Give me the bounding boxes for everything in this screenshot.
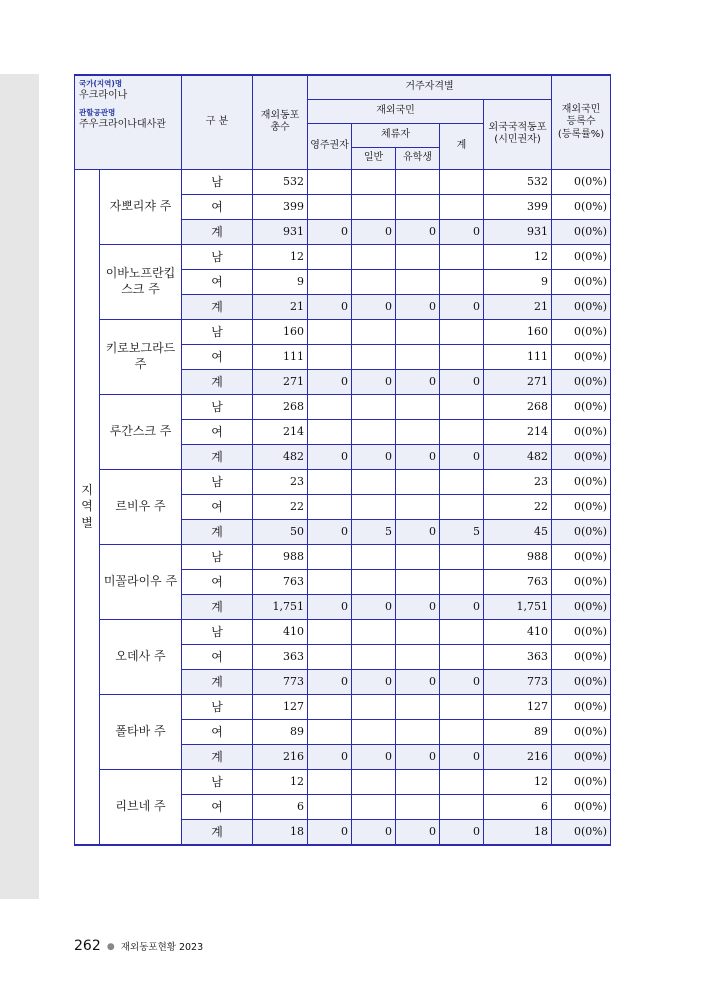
total-cell: 931 <box>253 219 308 244</box>
total-cell: 22 <box>253 494 308 519</box>
book-title: 재외동포현황 2023 <box>120 942 204 953</box>
gen-cell <box>352 344 396 369</box>
sex-cell: 남 <box>182 469 253 494</box>
total-cell: 23 <box>253 469 308 494</box>
perm-cell <box>308 544 352 569</box>
perm-cell <box>308 569 352 594</box>
total-cell: 763 <box>253 569 308 594</box>
gen-cell <box>352 394 396 419</box>
region-name: 리브네 주 <box>100 769 182 845</box>
sex-cell: 계 <box>182 819 253 845</box>
residence-status-header: 거주자격별 <box>308 75 552 99</box>
gen-cell: 0 <box>352 369 396 394</box>
sex-cell: 남 <box>182 169 253 194</box>
region-name: 키로보그라드 주 <box>100 319 182 394</box>
gen-cell <box>352 619 396 644</box>
perm-cell <box>308 469 352 494</box>
gen-cell <box>352 544 396 569</box>
gen-cell <box>352 794 396 819</box>
student-header: 유학생 <box>396 147 440 169</box>
total-cell: 21 <box>253 294 308 319</box>
country-label: 국가(지역)명 <box>79 79 123 88</box>
perm-cell <box>308 319 352 344</box>
region-name: 미꼴라이우 주 <box>100 544 182 619</box>
sojourner-header: 체류자 <box>352 123 440 147</box>
total-cell: 127 <box>253 694 308 719</box>
reg-cell: 0(0%) <box>552 519 611 544</box>
reg-cell: 0(0%) <box>552 769 611 794</box>
stu-cell <box>396 694 440 719</box>
sex-cell: 여 <box>182 344 253 369</box>
reg-cell: 0(0%) <box>552 219 611 244</box>
country-info-cell <box>75 75 182 169</box>
gen-cell <box>352 569 396 594</box>
region-name: 루간스크 주 <box>100 394 182 469</box>
sub-cell <box>440 619 484 644</box>
sex-cell: 남 <box>182 619 253 644</box>
sub-cell <box>440 644 484 669</box>
stu-cell <box>396 619 440 644</box>
total-cell: 532 <box>253 169 308 194</box>
foreign-cell: 268 <box>484 394 552 419</box>
reg-cell: 0(0%) <box>552 544 611 569</box>
sub-cell <box>440 419 484 444</box>
reg-cell: 0(0%) <box>552 669 611 694</box>
sex-cell: 여 <box>182 644 253 669</box>
gen-cell: 0 <box>352 669 396 694</box>
page-number: 262 <box>74 938 101 954</box>
sub-cell: 0 <box>440 594 484 619</box>
foreign-cell: 45 <box>484 519 552 544</box>
foreign-cell: 12 <box>484 769 552 794</box>
reg-cell: 0(0%) <box>552 319 611 344</box>
stu-cell: 0 <box>396 294 440 319</box>
sub-cell <box>440 719 484 744</box>
reg-cell: 0(0%) <box>552 194 611 219</box>
foreign-cell: 399 <box>484 194 552 219</box>
gen-cell <box>352 694 396 719</box>
gen-cell: 0 <box>352 444 396 469</box>
sub-cell <box>440 269 484 294</box>
gen-cell <box>352 469 396 494</box>
perm-cell: 0 <box>308 219 352 244</box>
perm-cell: 0 <box>308 369 352 394</box>
stu-cell <box>396 494 440 519</box>
sex-cell: 여 <box>182 419 253 444</box>
reg-cell: 0(0%) <box>552 794 611 819</box>
reg-cell: 0(0%) <box>552 244 611 269</box>
sex-cell: 남 <box>182 394 253 419</box>
sex-cell: 남 <box>182 244 253 269</box>
total-cell: 988 <box>253 544 308 569</box>
sex-cell: 계 <box>182 594 253 619</box>
reg-cell: 0(0%) <box>552 619 611 644</box>
gen-cell <box>352 269 396 294</box>
reg-cell: 0(0%) <box>552 494 611 519</box>
gen-cell: 0 <box>352 294 396 319</box>
sex-cell: 여 <box>182 194 253 219</box>
table-body <box>75 169 611 845</box>
sub-cell <box>440 394 484 419</box>
perm-cell <box>308 619 352 644</box>
sex-cell: 여 <box>182 569 253 594</box>
table-row <box>75 469 611 494</box>
total-cell: 216 <box>253 744 308 769</box>
foreign-cell: 23 <box>484 469 552 494</box>
foreign-cell: 763 <box>484 569 552 594</box>
perm-cell: 0 <box>308 294 352 319</box>
total-cell: 268 <box>253 394 308 419</box>
total-cell: 482 <box>253 444 308 469</box>
gen-cell <box>352 194 396 219</box>
stu-cell <box>396 419 440 444</box>
stu-cell: 0 <box>396 444 440 469</box>
foreign-cell: 532 <box>484 169 552 194</box>
table-row <box>75 694 611 719</box>
page-side-band <box>0 74 39 899</box>
foreign-cell: 988 <box>484 544 552 569</box>
total-cell: 214 <box>253 419 308 444</box>
stu-cell: 0 <box>396 819 440 845</box>
reg-cell: 0(0%) <box>552 269 611 294</box>
stu-cell <box>396 569 440 594</box>
perm-cell <box>308 644 352 669</box>
sub-cell <box>440 494 484 519</box>
gen-cell: 0 <box>352 819 396 845</box>
reg-cell: 0(0%) <box>552 719 611 744</box>
perm-cell <box>308 719 352 744</box>
stu-cell <box>396 244 440 269</box>
total-cell: 9 <box>253 269 308 294</box>
perm-cell: 0 <box>308 744 352 769</box>
stu-cell: 0 <box>396 219 440 244</box>
perm-cell <box>308 169 352 194</box>
total-cell: 160 <box>253 319 308 344</box>
reg-cell: 0(0%) <box>552 394 611 419</box>
stu-cell <box>396 269 440 294</box>
sub-cell: 0 <box>440 669 484 694</box>
perm-cell <box>308 244 352 269</box>
reg-cell: 0(0%) <box>552 569 611 594</box>
total-cell: 410 <box>253 619 308 644</box>
perm-cell <box>308 419 352 444</box>
sub-cell: 5 <box>440 519 484 544</box>
total-cell: 271 <box>253 369 308 394</box>
gen-cell <box>352 319 396 344</box>
sub-cell: 0 <box>440 819 484 845</box>
region-name: 오데사 주 <box>100 619 182 694</box>
reg-cell: 0(0%) <box>552 744 611 769</box>
foreign-cell: 363 <box>484 644 552 669</box>
general-header: 일반 <box>352 147 396 169</box>
page-footer <box>74 938 203 954</box>
total-cell: 111 <box>253 344 308 369</box>
sub-cell <box>440 769 484 794</box>
gen-cell <box>352 769 396 794</box>
side-label: 지 역 별 <box>75 169 100 845</box>
sex-cell: 계 <box>182 519 253 544</box>
table-row <box>75 619 611 644</box>
stu-cell: 0 <box>396 369 440 394</box>
stu-cell <box>396 794 440 819</box>
sex-cell: 계 <box>182 744 253 769</box>
gen-cell <box>352 419 396 444</box>
sub-cell <box>440 694 484 719</box>
gen-cell: 5 <box>352 519 396 544</box>
perm-cell: 0 <box>308 669 352 694</box>
total-cell: 12 <box>253 769 308 794</box>
gen-cell: 0 <box>352 219 396 244</box>
sex-cell: 계 <box>182 669 253 694</box>
foreign-cell: 111 <box>484 344 552 369</box>
region-name: 이바노프란킵 스크 주 <box>100 244 182 319</box>
perm-cell <box>308 769 352 794</box>
sex-cell: 남 <box>182 319 253 344</box>
sub-cell <box>440 544 484 569</box>
country-value: 우크라이나 <box>79 89 128 101</box>
nationals-header: 재외국민 <box>308 99 484 123</box>
sub-cell <box>440 319 484 344</box>
reg-cell: 0(0%) <box>552 819 611 845</box>
stu-cell: 0 <box>396 669 440 694</box>
mission-value: 주우크라이나대사관 <box>79 118 166 130</box>
sex-cell: 여 <box>182 269 253 294</box>
stu-cell: 0 <box>396 594 440 619</box>
sex-cell: 계 <box>182 219 253 244</box>
sub-cell <box>440 469 484 494</box>
perm-cell <box>308 344 352 369</box>
stu-cell <box>396 169 440 194</box>
gen-cell <box>352 494 396 519</box>
perm-cell: 0 <box>308 594 352 619</box>
stu-cell: 0 <box>396 519 440 544</box>
bullet-icon: ● <box>106 942 115 952</box>
stu-cell <box>396 544 440 569</box>
foreign-cell: 214 <box>484 419 552 444</box>
sex-cell: 여 <box>182 494 253 519</box>
foreign-cell: 21 <box>484 294 552 319</box>
sub-cell: 0 <box>440 294 484 319</box>
foreign-cell: 22 <box>484 494 552 519</box>
table-row <box>75 769 611 794</box>
stu-cell <box>396 394 440 419</box>
stu-cell <box>396 469 440 494</box>
sex-cell: 여 <box>182 794 253 819</box>
gen-cell <box>352 244 396 269</box>
perm-cell <box>308 269 352 294</box>
perm-cell <box>308 494 352 519</box>
permanent-header: 영주권자 <box>308 123 352 169</box>
foreign-cell: 12 <box>484 244 552 269</box>
foreign-cell: 1,751 <box>484 594 552 619</box>
total-cell: 12 <box>253 244 308 269</box>
reg-cell: 0(0%) <box>552 644 611 669</box>
sub-cell <box>440 194 484 219</box>
stu-cell <box>396 719 440 744</box>
foreign-cell: 410 <box>484 619 552 644</box>
sub-cell <box>440 569 484 594</box>
category-header: 구 분 <box>182 75 253 169</box>
stu-cell <box>396 769 440 794</box>
sex-cell: 계 <box>182 369 253 394</box>
total-cell: 773 <box>253 669 308 694</box>
perm-cell <box>308 694 352 719</box>
table-row <box>75 394 611 419</box>
reg-cell: 0(0%) <box>552 694 611 719</box>
reg-cell: 0(0%) <box>552 469 611 494</box>
region-name: 폴타바 주 <box>100 694 182 769</box>
foreign-cell: 271 <box>484 369 552 394</box>
stu-cell: 0 <box>396 744 440 769</box>
reg-cell: 0(0%) <box>552 369 611 394</box>
sub-cell: 0 <box>440 219 484 244</box>
total-overseas-header: 재외동포 총수 <box>253 75 308 169</box>
sex-cell: 여 <box>182 719 253 744</box>
foreign-cell: 773 <box>484 669 552 694</box>
gen-cell <box>352 719 396 744</box>
total-cell: 18 <box>253 819 308 845</box>
foreign-cell: 9 <box>484 269 552 294</box>
sex-cell: 계 <box>182 294 253 319</box>
foreign-citizen-header: 외국국적동포 (시민권자) <box>484 99 552 169</box>
stu-cell <box>396 319 440 344</box>
stu-cell <box>396 344 440 369</box>
total-cell: 399 <box>253 194 308 219</box>
sex-cell: 계 <box>182 444 253 469</box>
foreign-cell: 216 <box>484 744 552 769</box>
gen-cell: 0 <box>352 594 396 619</box>
sub-cell: 0 <box>440 744 484 769</box>
foreign-cell: 482 <box>484 444 552 469</box>
foreign-cell: 127 <box>484 694 552 719</box>
reg-cell: 0(0%) <box>552 344 611 369</box>
perm-cell: 0 <box>308 519 352 544</box>
total-cell: 89 <box>253 719 308 744</box>
perm-cell: 0 <box>308 444 352 469</box>
foreign-cell: 931 <box>484 219 552 244</box>
region-name: 자뽀리쟈 주 <box>100 169 182 244</box>
total-cell: 363 <box>253 644 308 669</box>
table-row <box>75 244 611 269</box>
foreign-cell: 160 <box>484 319 552 344</box>
stu-cell <box>396 194 440 219</box>
reg-cell: 0(0%) <box>552 169 611 194</box>
region-name: 르비우 주 <box>100 469 182 544</box>
gen-cell <box>352 169 396 194</box>
total-cell: 1,751 <box>253 594 308 619</box>
registered-header: 재외국민 등록수 (등록률%) <box>552 75 611 169</box>
gen-cell: 0 <box>352 744 396 769</box>
foreign-cell: 89 <box>484 719 552 744</box>
total-cell: 6 <box>253 794 308 819</box>
sub-cell <box>440 169 484 194</box>
sex-cell: 남 <box>182 694 253 719</box>
table-row <box>75 169 611 194</box>
stu-cell <box>396 644 440 669</box>
perm-cell: 0 <box>308 819 352 845</box>
sub-cell <box>440 794 484 819</box>
subtotal-header: 계 <box>440 123 484 169</box>
foreign-cell: 6 <box>484 794 552 819</box>
mission-label: 관할공관명 <box>79 107 116 117</box>
gen-cell <box>352 644 396 669</box>
table-row <box>75 319 611 344</box>
sub-cell: 0 <box>440 369 484 394</box>
reg-cell: 0(0%) <box>552 419 611 444</box>
overseas-koreans-table <box>74 74 611 846</box>
sex-cell: 남 <box>182 769 253 794</box>
table-row <box>75 544 611 569</box>
total-cell: 50 <box>253 519 308 544</box>
reg-cell: 0(0%) <box>552 594 611 619</box>
sex-cell: 남 <box>182 544 253 569</box>
perm-cell <box>308 794 352 819</box>
reg-cell: 0(0%) <box>552 444 611 469</box>
reg-cell: 0(0%) <box>552 294 611 319</box>
perm-cell <box>308 394 352 419</box>
sub-cell <box>440 244 484 269</box>
sub-cell: 0 <box>440 444 484 469</box>
foreign-cell: 18 <box>484 819 552 845</box>
sub-cell <box>440 344 484 369</box>
perm-cell <box>308 194 352 219</box>
